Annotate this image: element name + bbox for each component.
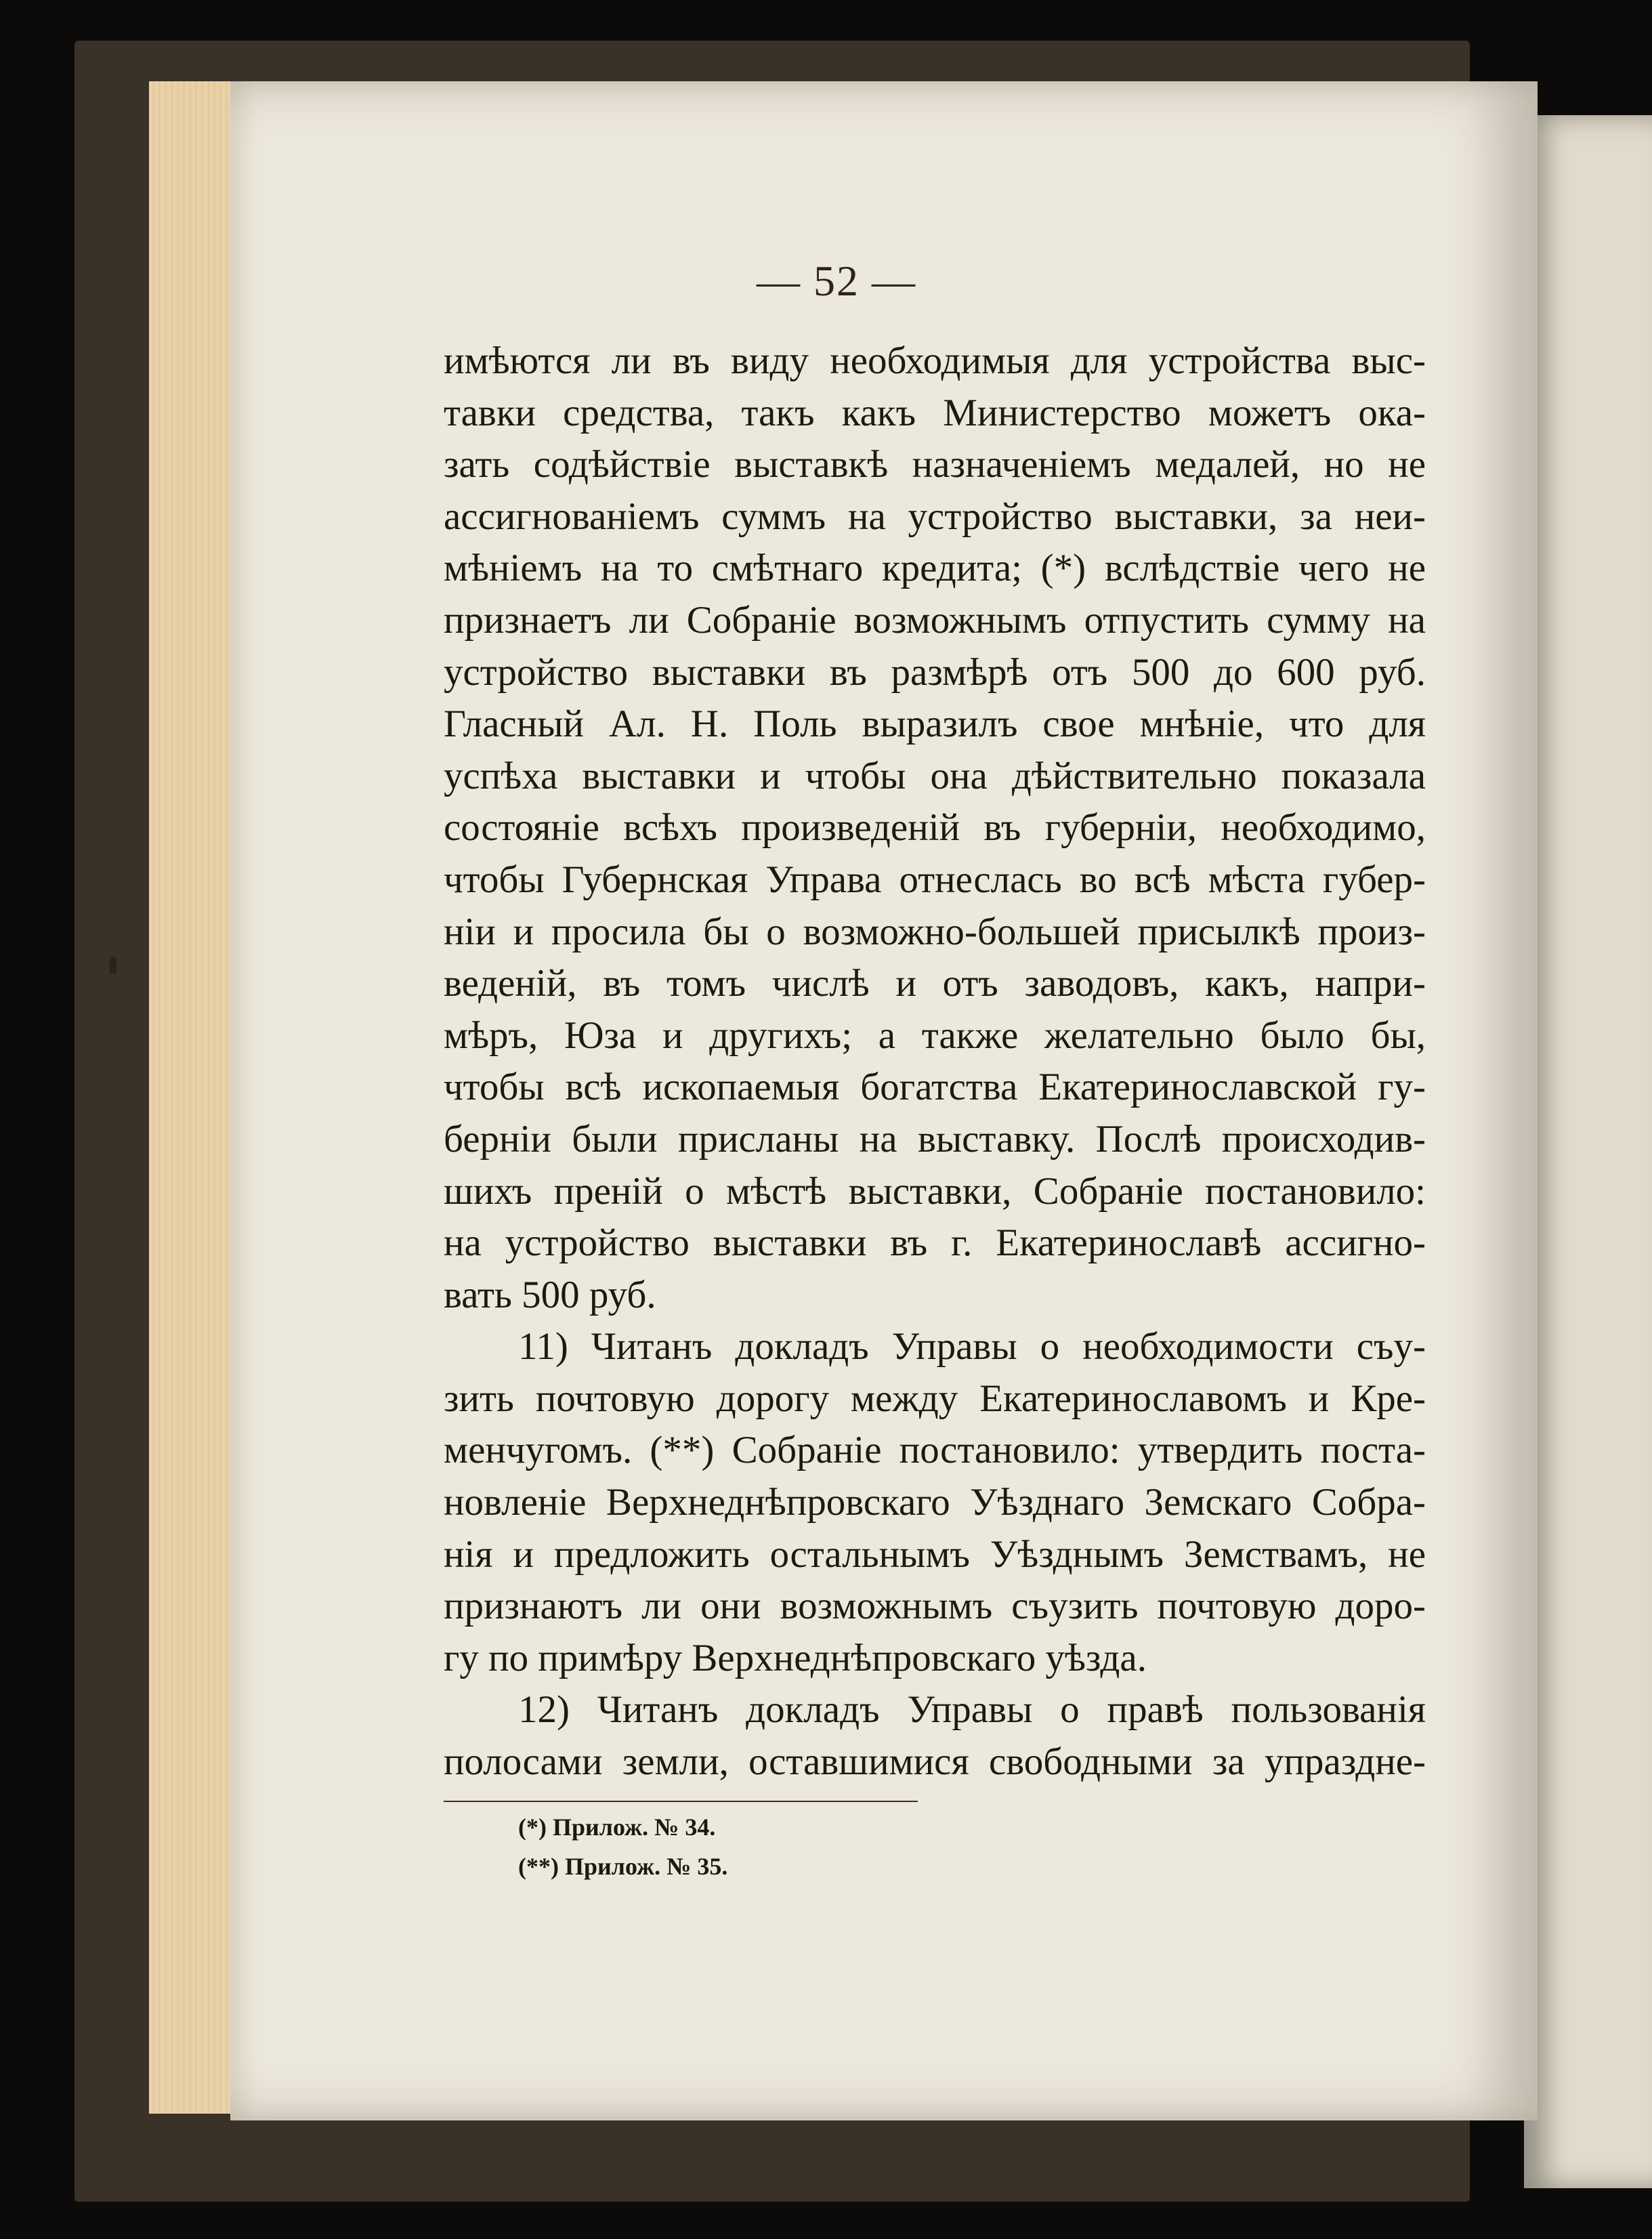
text-line: Гласный Ал. Н. Поль выразилъ свое мнѣніе, что для: [444, 703, 1426, 746]
text-line: ніи и просила бы о возможно-большей присылкѣ произ-: [444, 910, 1426, 953]
text-line: признаетъ ли Собраніе возможнымъ отпустить сумму на: [444, 598, 1426, 642]
margin-mark: [110, 957, 117, 974]
paragraph-11-line: гу по примѣру Верхнеднѣпровскаго уѣзда.: [444, 1636, 1147, 1679]
text-line: мѣръ, Юза и другихъ; а также желательно было бы,: [444, 1013, 1426, 1057]
page-number: — 52 —: [757, 257, 916, 305]
text-line: устройство выставки въ размѣрѣ отъ 500 до 600 руб.: [444, 650, 1426, 694]
text-line: шихъ преній о мѣстѣ выставки, Собраніе постановило:: [444, 1169, 1426, 1213]
text-line: чтобы всѣ ископаемыя богатства Екатеринославской гу-: [444, 1066, 1426, 1109]
text-line: успѣха выставки и чтобы она дѣйствительно показала: [444, 754, 1426, 797]
text-line: зать содѣйствіе выставкѣ назначеніемъ медалей, но не: [444, 443, 1426, 486]
text-line: чтобы Губернская Управа отнеслась во всѣ мѣста губер-: [444, 858, 1426, 901]
paragraph-11-line: нія и предложить остальнымъ Уѣзднымъ Земствамъ, не: [444, 1532, 1426, 1576]
paragraph-11-line: новленіе Верхнеднѣпровскаго Уѣзднаго Земскаго Собра-: [444, 1481, 1426, 1524]
text-line: веденій, въ томъ числѣ и отъ заводовъ, какъ, напри-: [444, 962, 1426, 1005]
text-line: на устройство выставки въ г. Екатеринославѣ ассигно-: [444, 1221, 1426, 1265]
text-line: берніи были присланы на выставку. Послѣ происходив-: [444, 1117, 1426, 1160]
paragraph-12-line: полосами земли, оставшимися свободными за упраздне-: [444, 1740, 1426, 1784]
footnote: (*) Прилож. № 34.: [518, 1814, 716, 1841]
paragraph-11-line: менчугомъ. (**) Собраніе постановило: утвердить поста-: [444, 1429, 1426, 1472]
page-edges: [149, 81, 244, 2114]
paragraph-11-line: признаютъ ли они возможнымъ съузить почтовую доро-: [444, 1585, 1426, 1628]
footnote: (**) Прилож. № 35.: [518, 1853, 728, 1880]
paragraph-12-line: 12) Читанъ докладъ Управы о правѣ пользованія: [518, 1688, 1426, 1732]
text-line: вать 500 руб.: [444, 1273, 656, 1316]
paragraph-11-line: 11) Читанъ докладъ Управы о необходимости съу-: [518, 1325, 1426, 1368]
text-line: ассигнованіемъ суммъ на устройство выставки, за неи-: [444, 495, 1426, 538]
body-text: [444, 335, 1426, 1788]
paragraph-11-line: зить почтовую дорогу между Екатеринославомъ и Кре-: [444, 1377, 1426, 1420]
footnote-rule: [444, 1801, 918, 1802]
footnotes: [518, 1807, 727, 1886]
facing-page: [1524, 115, 1652, 2188]
text-line: имѣются ли въ виду необходимыя для устройства выс-: [444, 339, 1426, 382]
text-line: мѣніемъ на то смѣтнаго кредита; (*) вслѣдствіе чего не: [444, 547, 1426, 590]
text-line: состояніе всѣхъ произведеній въ губерніи, необходимо,: [444, 806, 1426, 850]
text-line: тавки средства, такъ какъ Министерство можетъ ока-: [444, 391, 1426, 434]
